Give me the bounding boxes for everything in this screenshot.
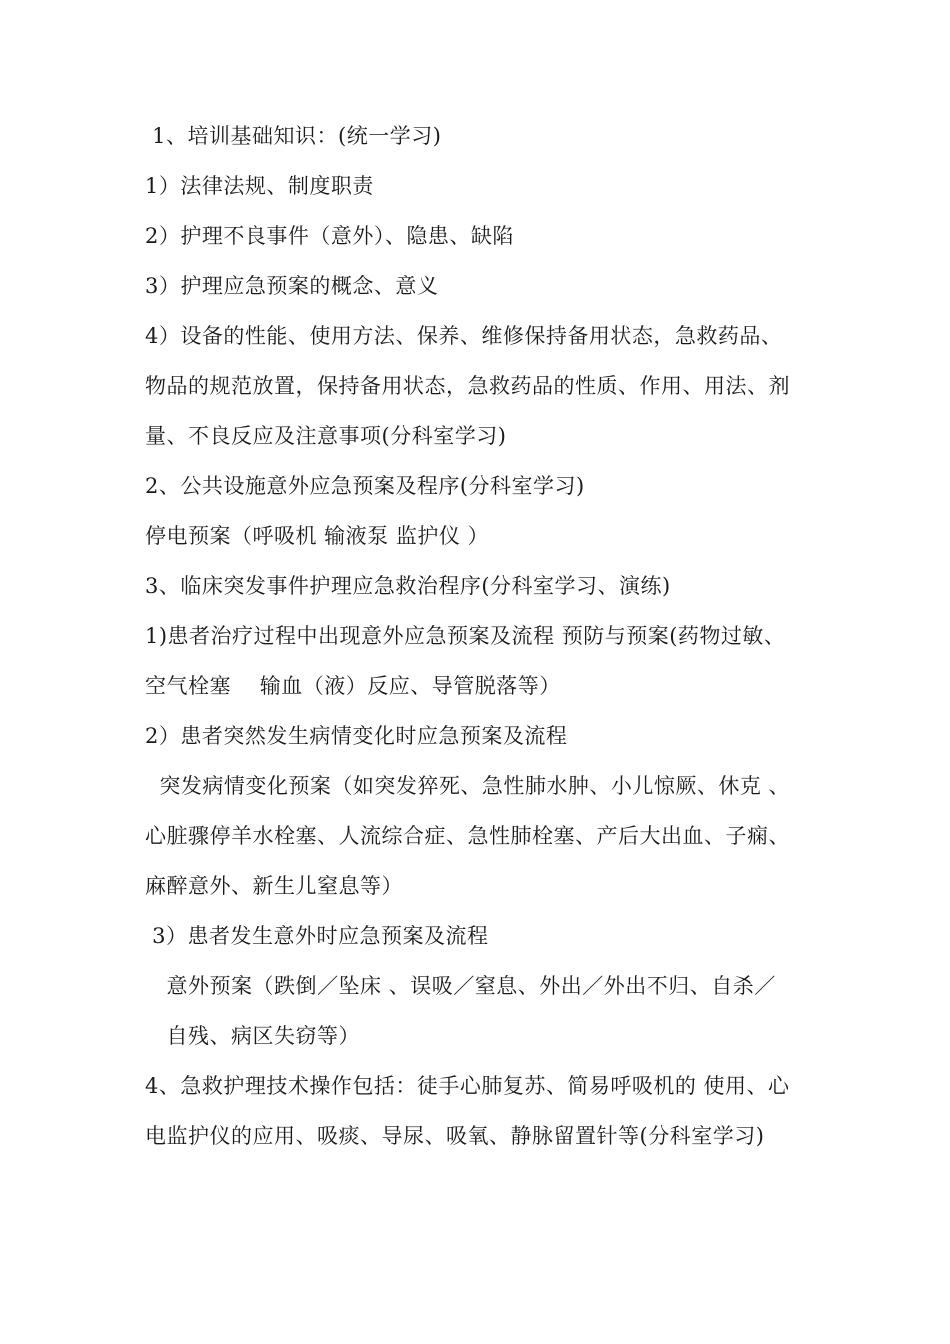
- text-line: 1）法律法规、制度职责: [145, 174, 374, 198]
- text-line: 2）患者突然发生病情变化时应急预案及流程: [145, 724, 568, 748]
- text-line: 突发病情变化预案（如突发猝死、急性肺水肿、小儿惊厥、休克 、: [145, 774, 791, 798]
- heading-emergency-techniques: 4、急救护理技术操作包括：徒手心肺复苏、简易呼吸机的 使用、心: [145, 1074, 790, 1098]
- text-line: 空气栓塞 输血（液）反应、导管脱落等）: [145, 674, 561, 698]
- text-line: 2）护理不良事件（意外）、隐患、缺陷: [145, 224, 514, 248]
- text-line: 麻醉意外、新生儿窒息等）: [145, 874, 403, 898]
- text-line: 自残、病区失窃等）: [145, 1024, 361, 1048]
- text-line: 物品的规范放置，保持备用状态，急救药品的性质、作用、用法、剂: [145, 374, 790, 398]
- heading-clinical-emergency: 3、临床突发事件护理应急救治程序(分科室学习、演练): [145, 574, 671, 598]
- text-line: 电监护仪的应用、吸痰、导尿、吸氧、静脉留置针等(分科室学习): [145, 1124, 765, 1148]
- text-line: 意外预案（跌倒／坠床 、误吸／窒息、外出／外出不归、自杀／: [145, 974, 776, 998]
- text-line: 停电预案（呼吸机 输液泵 监护仪 ）: [145, 524, 490, 548]
- text-line: 1)患者治疗过程中出现意外应急预案及流程 预防与预案(药物过敏、: [145, 624, 786, 648]
- heading-basic-knowledge: 1、培训基础知识：(统一学习): [145, 124, 442, 148]
- text-line: 量、不良反应及注意事项(分科室学习): [145, 424, 507, 448]
- text-line: 心脏骤停羊水栓塞、人流综合症、急性肺栓塞、产后大出血、子痫、: [145, 824, 790, 848]
- text-line: 3）护理应急预案的概念、意义: [145, 274, 439, 298]
- heading-public-facilities: 2、公共设施意外应急预案及程序(分科室学习): [145, 474, 585, 498]
- text-line: 4）设备的性能、使用方法、保养、维修保持备用状态，急救药品、: [145, 324, 783, 348]
- text-line: 3）患者发生意外时应急预案及流程: [145, 924, 489, 948]
